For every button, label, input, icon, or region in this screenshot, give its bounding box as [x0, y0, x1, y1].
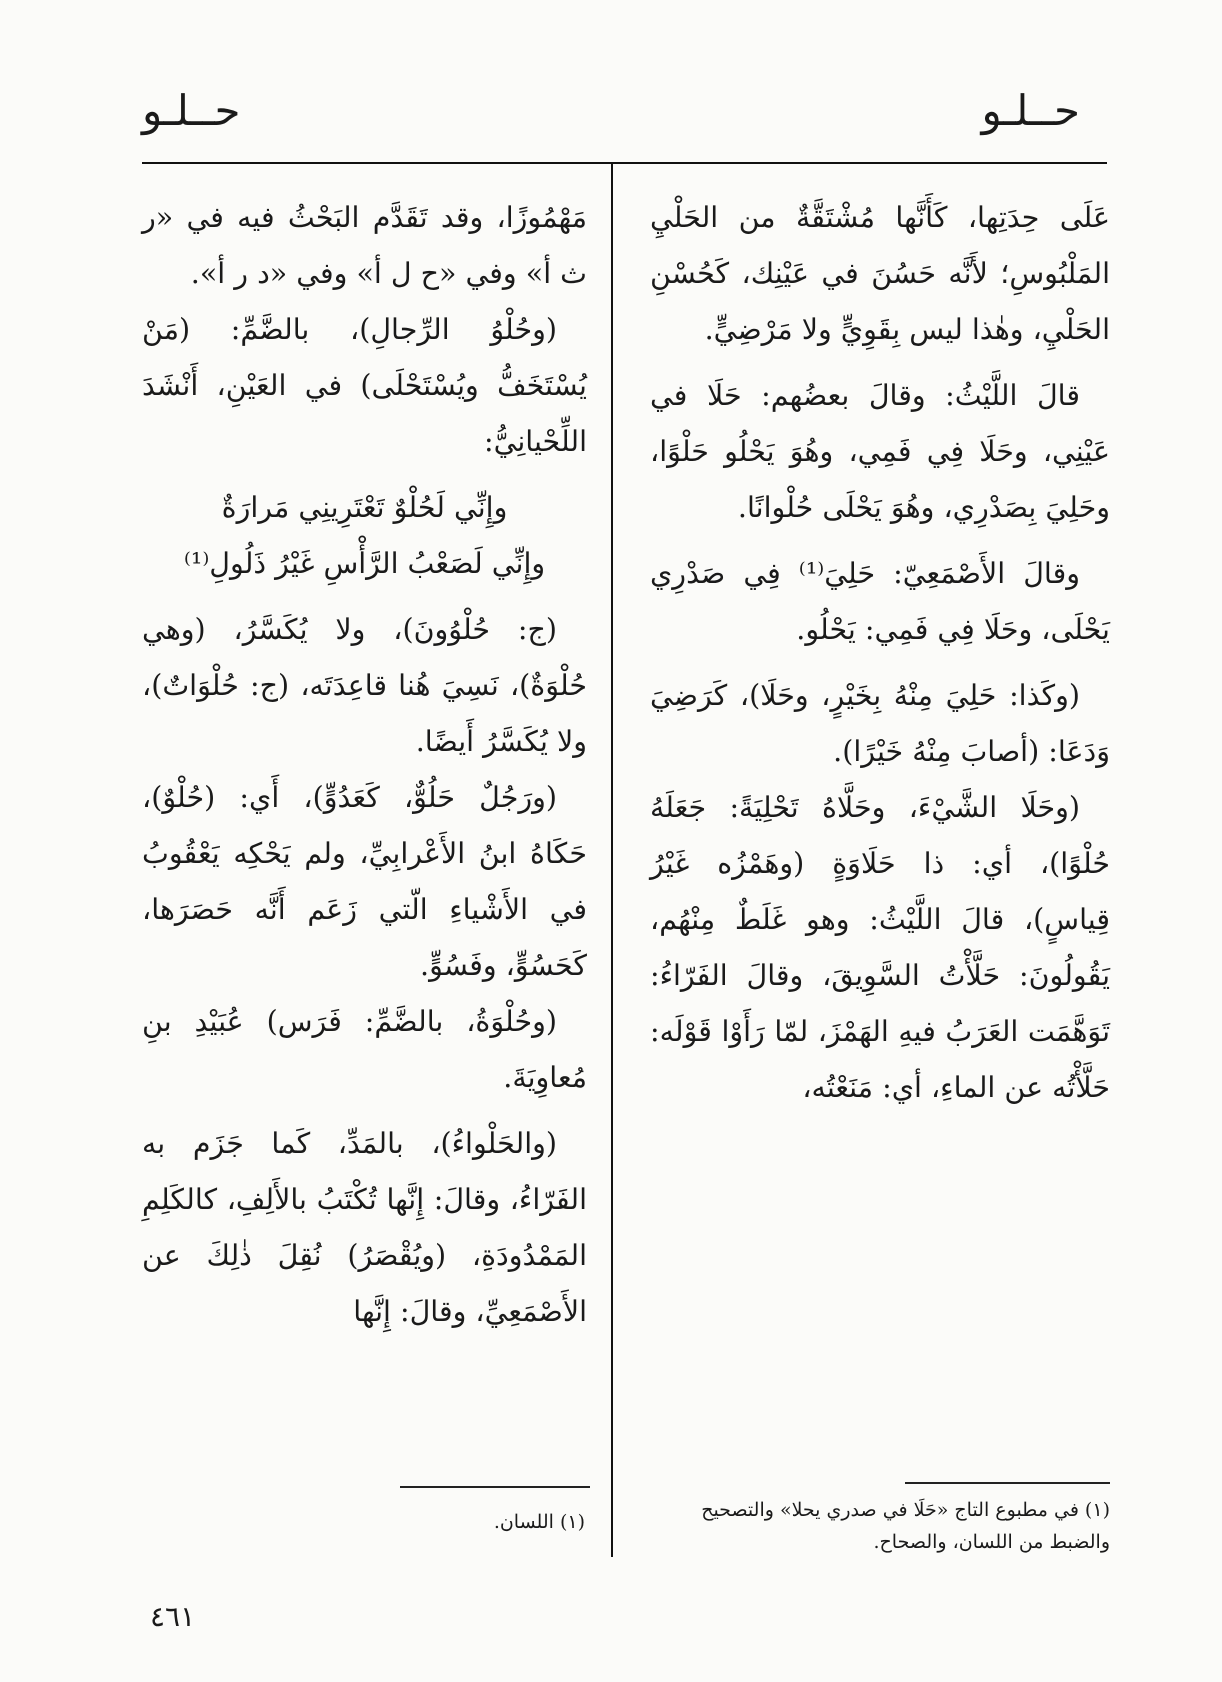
paragraph: (وحَلَا الشَّيْءَ، وحَلَّاهُ تَحْلِيَةً: جَعَلَهُ حُلْوًا)، أي: ذا حَلَاوَةٍ (وهَمْزُه غَيْرُ قِياسٍ)، قالَ اللَّيْثُ: وهو غَلَطٌ مِنْهُم، يَقُولُونَ: حَلَّأْتُ السَّوِيقَ، وقالَ الفَرّاءُ: تَوَهَّمَت العَرَبُ فيهِ الهَمْزَ، لمّا رَأَوْا قَوْلَه: حَلَّأْتُه عن الماءِ، أي: مَنَعْتُه،: [650, 791, 1110, 1104]
running-header-right: حــلـو: [981, 86, 1080, 135]
paragraph: (وحُلْوُ الرِّجالِ)، بالضَّمِّ: (مَنْ يُسْتَخَفُّ ويُسْتَحْلَى) في العَيْنِ، أَنْشَدَ اللِّحْيانِيُّ:: [142, 313, 587, 458]
running-header-left: حــلـو: [142, 86, 241, 135]
footnote-right: (١) في مطبوع التاج «حَلَا في صدري يحلا» والتصحيح والضبط من اللسان، والصحاح.: [701, 1499, 1110, 1553]
paragraph: وقالَ الأَصْمَعِيّ: حَلِيَ⁽¹⁾ فِي صَدْرِي يَحْلَى، وحَلَا فِي فَمِي: يَحْلُو.: [650, 557, 1110, 646]
paragraph: (والحَلْواءُ)، بالمَدِّ، كَما جَزَم به الفَرّاءُ، وقالَ: إِنَّها تُكْتَبُ بالأَلِفِ، كالكَلِمِ المَمْدُودَةِ، (ويُقْصَرُ) نُقِلَ ذٰلِكَ عن الأَصْمَعِيِّ، وقالَ: إِنَّها: [142, 1127, 587, 1328]
page-number: ٤٦١: [150, 1600, 196, 1633]
paragraph: قالَ اللَّيْثُ: وقالَ بعضُهم: حَلَا في عَيْنِي، وحَلَا فِي فَمِي، وهُوَ يَحْلُو حَلْوًا، وحَلِيَ بِصَدْرِي، وهُوَ يَحْلَى حُلْوانًا.: [650, 379, 1110, 524]
paragraph: مَهْمُوزًا، وقد تَقَدَّم البَحْثُ فيه في «ر ث أ» وفي «ح ل أ» وفي «د ر أ».: [142, 201, 587, 290]
column-divider: [611, 162, 613, 1557]
verse-line: وإِنِّي لَحُلْوٌ تَعْتَرِينِي مَرارَةٌ: [221, 491, 508, 524]
paragraph: (وكَذا: حَلِيَ مِنْهُ بِخَيْرٍ، وحَلَا)، كَرَضِيَ وَدَعَا: (أصابَ مِنْهُ خَيْرًا).: [650, 679, 1110, 768]
header-rule: [142, 162, 1107, 164]
footnote-rule: [400, 1486, 590, 1488]
left-column: [142, 190, 587, 1340]
footnote-rule: [905, 1482, 1110, 1484]
paragraph: (ورَجُلٌ حَلُوٌّ، كَعَدُوٍّ)، أَي: (حُلْوٌ)، حَكَاهُ ابنُ الأَعْرابِيِّ، ولم يَحْكِه يَعْقُوبُ في الأَشْياءِ الّتي زَعَم أَنَّه حَصَرَها، كَحَسُوٍّ، وفَسُوٍّ.: [142, 781, 587, 982]
paragraph: (ج: حُلْوُونَ)، ولا يُكَسَّرُ، (وهي حُلْوَةٌ)، نَسِيَ هُنا قاعِدَتَه، (ج: حُلْوَاتٌ)، ولا يُكَسَّرُ أَيضًا.: [142, 613, 587, 758]
verse-line: وإِنِّي لَصَعْبُ الرَّأْسِ غَيْرُ ذَلُولِ⁽¹⁾: [183, 547, 546, 580]
footnote-left: (١) اللسان.: [493, 1511, 585, 1533]
paragraph: عَلَى حِدَتِها، كَأَنَّها مُشْتَقَّةٌ من الحَلْيِ المَلْبُوسِ؛ لأَنَّه حَسُنَ في عَيْنِك، كَحُسْنِ الحَلْيِ، وهٰذا ليس بِقَوِيٍّ ولا مَرْضِيٍّ.: [650, 201, 1110, 346]
right-column: [650, 190, 1110, 1116]
paragraph: (وحُلْوَةُ، بالضَّمِّ: فَرَس) عُبَيْدِ بنِ مُعاوِيَةَ.: [142, 1005, 587, 1094]
